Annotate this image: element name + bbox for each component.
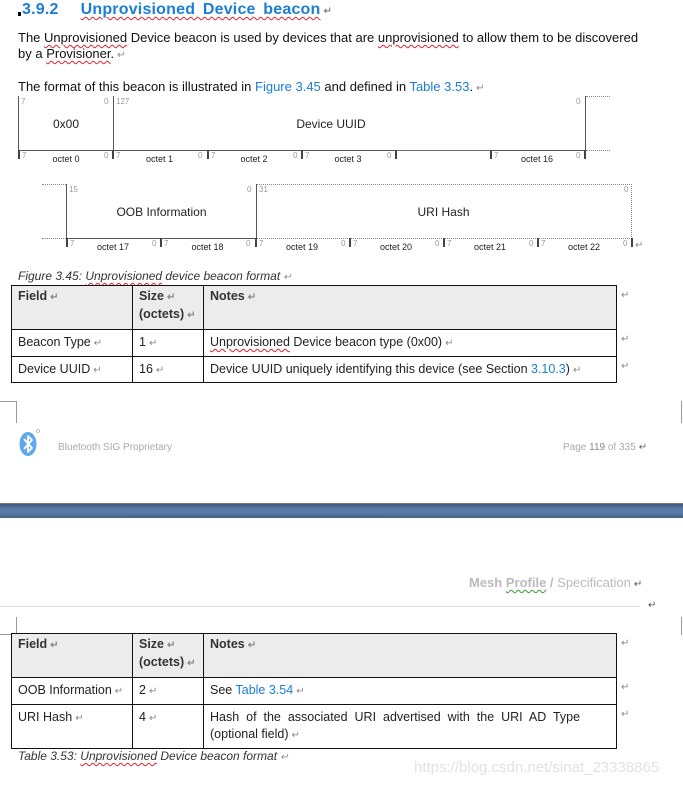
field-label-uri-hash: URI Hash bbox=[417, 205, 470, 219]
header-rule bbox=[0, 606, 640, 607]
bit-label: 0 bbox=[576, 151, 581, 160]
octet-label: octet 19 bbox=[285, 242, 319, 252]
heading-bullet bbox=[18, 12, 21, 16]
text: unprovisioned bbox=[377, 30, 459, 45]
bit-label: 7 bbox=[353, 239, 358, 248]
bit-label: 0 bbox=[152, 239, 157, 248]
cell-size: 4 ↵ bbox=[133, 705, 204, 749]
bit-label: 0 bbox=[387, 151, 392, 160]
bluetooth-logo-icon bbox=[18, 428, 40, 456]
row-end-mark-icon: ↵ bbox=[621, 290, 630, 301]
field-label-beacon-type: 0x00 bbox=[52, 117, 80, 131]
paragraph-mark-icon: ↵ bbox=[283, 272, 292, 283]
bit-label: 0 bbox=[341, 239, 346, 248]
cell-notes: Hash of the associated URI advertised with the URI AD Type (optional field) ↵ bbox=[204, 705, 617, 749]
row-end-mark-icon: ↵ bbox=[621, 361, 630, 372]
text: . bbox=[110, 46, 115, 61]
cell-field: Beacon Type ↵ bbox=[12, 330, 133, 357]
text: Unprovisioned bbox=[85, 269, 163, 283]
cell-field: OOB Information ↵ bbox=[12, 678, 133, 705]
text: Device beacon is used by devices that are bbox=[127, 30, 378, 45]
figure-caption bbox=[18, 269, 292, 283]
text: Figure 3.45: bbox=[18, 269, 86, 283]
table-header-row bbox=[12, 634, 617, 678]
cell-size: 1 ↵ bbox=[133, 330, 204, 357]
octet-label: octet 1 bbox=[145, 154, 174, 164]
row-end-mark-icon: ↵ bbox=[621, 638, 630, 649]
bit-label: 0 bbox=[529, 239, 534, 248]
header-size: Size ↵ (octets) ↵ bbox=[133, 286, 204, 330]
table-row bbox=[12, 330, 617, 357]
octet-label: octet 0 bbox=[52, 154, 80, 164]
row-end-mark-icon: ↵ bbox=[621, 682, 630, 693]
row-end-mark-icon: ↵ bbox=[621, 709, 630, 720]
intro-paragraph bbox=[18, 30, 668, 64]
cell-notes: Unprovisioned Device beacon type (0x00) ↵ bbox=[204, 330, 617, 357]
bit-label: 0 bbox=[623, 239, 628, 248]
octet-label: octet 2 bbox=[240, 154, 268, 164]
text: The format of this beacon is illustrated in bbox=[18, 79, 256, 94]
field-label-device-uuid: Device UUID bbox=[296, 117, 366, 131]
octet-label: octet 18 bbox=[191, 242, 224, 252]
bit-label: 0 bbox=[293, 151, 298, 160]
cell-field: URI Hash ↵ bbox=[12, 705, 133, 749]
table-3-54-link[interactable]: Table 3.54 bbox=[235, 683, 294, 697]
header-field: Field ↵ bbox=[12, 634, 133, 678]
text: and defined in bbox=[320, 79, 410, 94]
paragraph-mark-icon: ↵ bbox=[648, 600, 657, 611]
beacon-fields-table-part1 bbox=[11, 285, 617, 383]
header-notes: Notes ↵ bbox=[204, 286, 617, 330]
text: . bbox=[469, 79, 474, 94]
text: by a bbox=[18, 46, 47, 61]
text: The bbox=[18, 30, 45, 45]
octet-label: octet 22 bbox=[567, 242, 601, 252]
cell-size: 2 ↵ bbox=[133, 678, 204, 705]
figure-link[interactable]: Figure 3.45 bbox=[255, 79, 321, 94]
bit-label: 0 bbox=[435, 239, 440, 248]
table-row bbox=[12, 705, 617, 749]
header-field: Field ↵ bbox=[12, 286, 133, 330]
octet-label: octet 21 bbox=[473, 242, 507, 252]
bit-label: 31 bbox=[259, 185, 268, 194]
bit-label: 7 bbox=[70, 239, 75, 248]
bit-label: 7 bbox=[164, 239, 169, 248]
bit-label: 7 bbox=[494, 151, 499, 160]
paragraph-mark-icon: ↵ bbox=[117, 50, 126, 61]
octet-label: octet 16 bbox=[520, 154, 554, 164]
beacon-fields-table-part2 bbox=[11, 633, 617, 749]
cell-notes: Device UUID uniquely identifying this device (see Section 3.10.3) ↵ bbox=[204, 357, 617, 383]
bit-label: 127 bbox=[116, 97, 130, 106]
table-caption: Table 3.53: Unprovisioned Device beacon format ↵ bbox=[18, 749, 289, 763]
bit-label: 7 bbox=[21, 97, 26, 106]
bit-label: 7 bbox=[116, 151, 121, 160]
octet-label: octet 20 bbox=[379, 242, 413, 252]
field-label-oob-information: OOB Information bbox=[116, 205, 207, 219]
bit-label: 7 bbox=[541, 239, 546, 248]
section-heading bbox=[22, 1, 332, 19]
footer-proprietary: Bluetooth SIG Proprietary bbox=[58, 442, 172, 453]
text: to allow them to be discovered bbox=[458, 30, 639, 45]
section-title: Unprovisioned Device beacon bbox=[80, 1, 321, 18]
bit-label: 0 bbox=[198, 151, 203, 160]
header-notes: Notes ↵ bbox=[204, 634, 617, 678]
bit-label: 0 bbox=[247, 185, 252, 194]
bit-label: 7 bbox=[211, 151, 216, 160]
bit-label: 7 bbox=[22, 151, 27, 160]
bit-label: 0 bbox=[246, 239, 251, 248]
page-corner-mark bbox=[0, 401, 17, 423]
page-header-title: Mesh Profile / Specification ↵ bbox=[469, 575, 643, 590]
bit-label: 7 bbox=[447, 239, 452, 248]
bit-label: 7 bbox=[259, 239, 264, 248]
bit-label: 0 bbox=[104, 97, 109, 106]
section-number: 3.9.2 bbox=[22, 1, 59, 18]
bit-label: 0 bbox=[576, 97, 581, 106]
paragraph-mark-icon: ↵ bbox=[476, 83, 485, 94]
row-end-mark-icon: ↵ bbox=[621, 334, 630, 345]
cell-notes: See Table 3.54 ↵ bbox=[204, 678, 617, 705]
cell-size: 16 ↵ bbox=[133, 357, 204, 383]
cell-field: Device UUID ↵ bbox=[12, 357, 133, 383]
section-link[interactable]: 3.10.3 bbox=[531, 362, 566, 376]
bit-label: 0 bbox=[624, 185, 629, 194]
bit-label: 7 bbox=[305, 151, 310, 160]
table-row bbox=[12, 678, 617, 705]
octet-label: octet 3 bbox=[334, 154, 362, 164]
table-link[interactable]: Table 3.53 bbox=[409, 79, 470, 94]
bit-label: 15 bbox=[69, 185, 78, 194]
paragraph-mark-icon: ↵ bbox=[323, 6, 333, 17]
page-break-bar bbox=[0, 504, 683, 518]
text: Unprovisioned bbox=[44, 30, 128, 45]
bit-label: 0 bbox=[104, 151, 109, 160]
footer-page-number: Page 119 of 335 ↵ bbox=[563, 442, 648, 453]
header-size: Size ↵ (octets) ↵ bbox=[133, 634, 204, 678]
format-paragraph bbox=[18, 79, 484, 97]
watermark: https://blog.csdn.net/sinat_23338865 bbox=[414, 759, 660, 776]
text: Provisioner bbox=[46, 46, 111, 61]
table-header-row bbox=[12, 286, 617, 330]
text: device beacon format bbox=[162, 269, 281, 283]
octet-label: octet 17 bbox=[96, 242, 130, 252]
table-row bbox=[12, 357, 617, 383]
paragraph-mark-icon: ↵ bbox=[635, 240, 644, 251]
